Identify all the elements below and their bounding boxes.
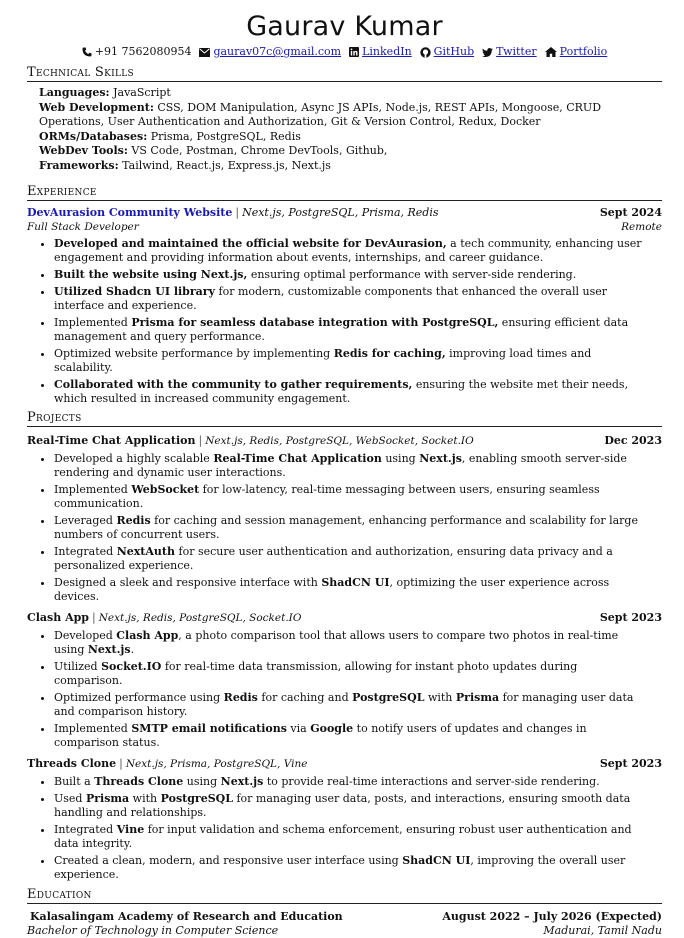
project-bullets <box>27 775 662 882</box>
project-header: Clash App | Next.js, Redis, PostgreSQL, Socket.IO Sept 2023 <box>27 611 662 624</box>
resume-page <box>27 0 662 938</box>
experience-subheader <box>27 220 662 234</box>
experience-entry-header: DevAurasion Community Website | Next.js, PostgreSQL, Prisma, Redis Sept 2024 <box>27 206 662 219</box>
linkedin-link[interactable]: LinkedIn <box>362 45 412 58</box>
list-item: • Built a Threads Clone using Next.js to provide real-time interactions and server-side rendering. <box>54 775 662 789</box>
github-icon <box>420 47 431 58</box>
list-item: • Implemented Prisma for seamless database integration with PostgreSQL, ensuring efficient data management and query performance. <box>54 316 662 344</box>
project-header: Threads Clone | Next.js, Prisma, PostgreSQL, Vine Sept 2023 <box>27 757 662 770</box>
twitter-icon <box>482 48 493 57</box>
project-title: Real-Time Chat Application <box>27 434 196 447</box>
experience-section-title: Experience <box>27 184 662 201</box>
skill-label: ORMs/Databases: <box>39 129 148 143</box>
portfolio-contact[interactable] <box>545 45 608 59</box>
project-entry <box>27 756 662 882</box>
list-item: • Created a clean, modern, and responsive user interface using ShadCN UI, improving the overall user experience. <box>54 854 662 882</box>
list-item: • Developed and maintained the official website for DevAurasion, a tech community, enhancing user engagement and providing information about events, internships, and career guidance. <box>54 237 662 265</box>
list-item: • Utilized Shadcn UI library for modern, customizable components that enhanced the overall user interface and experience. <box>54 285 662 313</box>
skill-row <box>39 86 662 101</box>
list-item: • Implemented WebSocket for low-latency, real-time messaging between users, ensuring seamless communication. <box>54 483 662 511</box>
contact-bar <box>27 45 662 59</box>
list-item: • Designed a sleek and responsive interface with ShadCN UI, optimizing the user experience across devices. <box>54 576 662 604</box>
list-item: • Optimized website performance by implementing Redis for caching, improving load times and scalability. <box>54 347 662 375</box>
education-entry <box>27 909 662 938</box>
project-bullets <box>27 452 662 604</box>
phone-contact <box>82 45 192 59</box>
skill-label: Web Development: <box>39 100 154 114</box>
list-item: • Integrated Vine for input validation and schema enforcement, ensuring robust user authentication and data integrity. <box>54 823 662 851</box>
project-bullets <box>27 629 662 750</box>
skill-text: VS Code, Postman, Chrome DevTools, Github, <box>127 144 388 157</box>
phone-number: +91 7562080954 <box>94 45 192 58</box>
skill-row <box>39 101 662 130</box>
github-link[interactable]: GitHub <box>433 45 475 58</box>
twitter-contact[interactable] <box>482 45 537 59</box>
skill-text: CSS, DOM Manipulation, Async JS APIs, Node.js, REST APIs, Mongoose, CRUD Operations, User Authentication and Authorization, Git & Version Control, Redux, Docker <box>39 100 602 128</box>
experience-bullets <box>27 237 662 406</box>
project-title: Threads Clone <box>27 757 117 770</box>
skills-section-title: Technical Skills <box>27 65 662 82</box>
skill-text: Tailwind, React.js, Express.js, Next.js <box>118 158 331 172</box>
education-location: Madurai, Tamil Nadu <box>543 924 662 937</box>
skill-label: WebDev Tools: <box>39 144 128 157</box>
degree: Bachelor of Technology in Computer Science <box>27 924 279 937</box>
list-item: • Leveraged Redis for caching and session management, enhancing performance and scalability for large numbers of concurrent users. <box>54 514 662 542</box>
project-date: Sept 2023 <box>599 757 662 770</box>
project-tech: Next.js, Redis, PostgreSQL, Socket.IO <box>98 612 302 624</box>
education-section-title: Education <box>27 887 662 904</box>
skill-row <box>39 144 662 159</box>
skill-row <box>39 159 662 174</box>
project-date: Dec 2023 <box>604 434 662 447</box>
project-entry <box>27 433 662 604</box>
experience-role: Full Stack Developer <box>27 221 139 233</box>
skill-label: Frameworks: <box>39 158 119 172</box>
project-entry <box>27 610 662 750</box>
list-item: • Optimized performance using Redis for caching and PostgreSQL with Prisma for managing user data and comparison history. <box>54 691 662 719</box>
skill-text: JavaScript <box>109 86 171 99</box>
candidate-name: Gaurav Kumar <box>246 11 443 42</box>
education-header <box>27 909 662 924</box>
list-item: • Collaborated with the community to gather requirements, ensuring the website met their needs, which resulted in increased community engagement. <box>54 378 662 406</box>
education-subheader <box>27 924 662 938</box>
experience-entry <box>27 205 662 406</box>
experience-date: Sept 2024 <box>599 206 662 219</box>
list-item: • Used Prisma with PostgreSQL for managing user data, posts, and interactions, ensuring smooth data handling and relationships. <box>54 792 662 820</box>
project-title: Clash App <box>27 611 89 624</box>
phone-icon <box>82 47 92 57</box>
experience-location: Remote <box>621 221 662 233</box>
list-item: • Built the website using Next.js, ensuring optimal performance with server-side rendering. <box>54 268 662 282</box>
skill-text: Prisma, PostgreSQL, Redis <box>147 129 301 143</box>
portfolio-link[interactable]: Portfolio <box>559 45 608 58</box>
skill-label: Languages: <box>39 86 110 99</box>
project-tech: Next.js, Prisma, PostgreSQL, Vine <box>125 758 308 770</box>
project-tech: Next.js, Redis, PostgreSQL, WebSocket, Socket.IO <box>205 435 474 447</box>
list-item: • Developed Clash App, a photo comparison tool that allows users to compare two photos in real-time using Next.js. <box>54 629 662 657</box>
linkedin-contact[interactable] <box>349 45 412 59</box>
skill-row <box>39 130 662 145</box>
envelope-icon <box>199 48 210 57</box>
twitter-link[interactable]: Twitter <box>496 45 537 58</box>
email-contact[interactable] <box>199 45 341 59</box>
experience-title[interactable]: DevAurasion Community Website <box>27 206 233 219</box>
list-item: • Integrated NextAuth for secure user authentication and authorization, ensuring data privacy and a personalized experience. <box>54 545 662 573</box>
school-name: Kalasalingam Academy of Research and Education <box>30 910 343 923</box>
list-item: • Developed a highly scalable Real-Time Chat Application using Next.js, enabling smooth server-side rendering and dynamic user interactions. <box>54 452 662 480</box>
project-date: Sept 2023 <box>599 611 662 624</box>
projects-section-title: Projects <box>27 410 662 427</box>
education-dates: August 2022 – July 2026 (Expected) <box>442 910 662 923</box>
github-contact[interactable] <box>420 45 474 59</box>
list-item: • Implemented SMTP email notifications via Google to notify users of updates and changes in comparison status. <box>54 722 662 750</box>
email-link[interactable]: gaurav07c@gmail.com <box>213 45 342 58</box>
home-icon <box>545 47 557 57</box>
linkedin-icon <box>349 47 359 57</box>
skills-list <box>27 86 662 173</box>
project-header: Real-Time Chat Application | Next.js, Redis, PostgreSQL, WebSocket, Socket.IO Dec 2023 <box>27 434 662 447</box>
list-item: • Utilized Socket.IO for real-time data transmission, allowing for instant photo updates during comparison. <box>54 660 662 688</box>
experience-tech: Next.js, PostgreSQL, Prisma, Redis <box>242 206 439 219</box>
